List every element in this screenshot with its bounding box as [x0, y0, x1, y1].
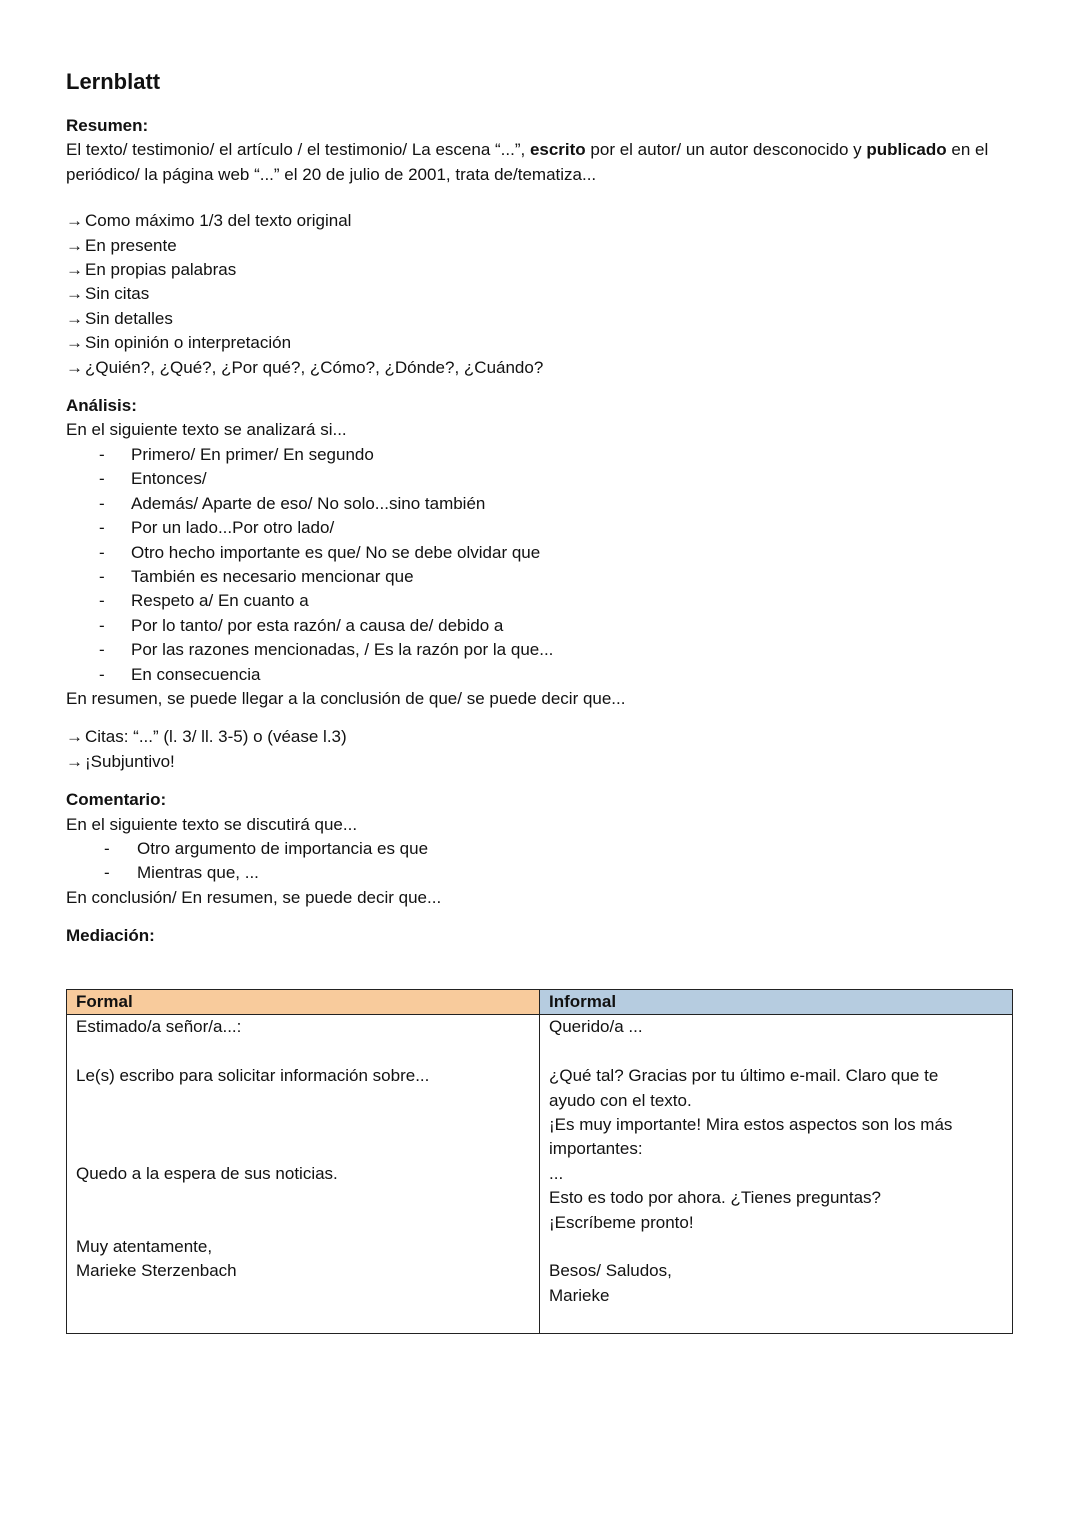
- mediacion-heading: Mediación:: [66, 926, 155, 946]
- informal-letter-cell: [540, 1015, 1013, 1334]
- informal-closing-line-1: Esto es todo por ahora. ¿Tienes preguntas?: [549, 1188, 882, 1208]
- list-item: - Otro argumento de importancia es que: [66, 837, 1016, 861]
- list-item: → ¡Subjuntivo!: [66, 750, 1016, 774]
- informal-opening-line-4: importantes:: [549, 1139, 643, 1159]
- analisis-notes-list: [66, 725, 1016, 774]
- list-item: - Además/ Aparte de eso/ No solo...sino también: [66, 492, 1016, 516]
- list-item: - Entonces/: [66, 467, 1016, 491]
- list-item: → Sin detalles: [66, 307, 1016, 331]
- list-item: - Respeto a/ En cuanto a: [66, 589, 1016, 613]
- list-item: - Otro hecho importante es que/ No se debe olvidar que: [66, 541, 1016, 565]
- list-item: - Por un lado...Por otro lado/: [66, 516, 1016, 540]
- formal-signoff: Muy atentamente,: [76, 1236, 213, 1256]
- analisis-intro: En el siguiente texto se analizará si...: [66, 420, 347, 440]
- informal-greeting: Querido/a ...: [549, 1017, 643, 1037]
- analisis-conclusion: En resumen, se puede llegar a la conclusión de que/ se puede decir que...: [66, 688, 626, 708]
- list-item: - También es necesario mencionar que: [66, 565, 1016, 589]
- list-item: → Como máximo 1/3 del texto original: [66, 209, 1016, 233]
- list-item: - Por las razones mencionadas, / Es la razón por la que...: [66, 638, 1016, 662]
- formal-name: Marieke Sterzenbach: [76, 1261, 237, 1281]
- informal-opening-line-2: ayudo con el texto.: [549, 1090, 692, 1110]
- informal-name: Marieke: [549, 1285, 610, 1305]
- informal-signoff: Besos/ Saludos,: [549, 1261, 672, 1281]
- formal-column-header: Formal: [67, 990, 540, 1015]
- formal-letter-cell: [67, 1015, 540, 1334]
- comentario-heading: Comentario:: [66, 790, 167, 810]
- resumen-intro-part-5: en el periódico/ la página web “...” el 20 de julio de 2001, trata de/tematiza...: [66, 140, 989, 184]
- list-item: → Sin opinión o interpretación: [66, 331, 1016, 355]
- informal-opening-line-3: ¡Es muy importante! Mira estos aspectos son los más: [549, 1115, 953, 1135]
- comentario-intro: En el siguiente texto se discutirá que...: [66, 814, 358, 834]
- formal-opening: Le(s) escribo para solicitar información sobre...: [76, 1066, 430, 1086]
- analisis-list: [66, 443, 1016, 687]
- comentario-conclusion: En conclusión/ En resumen, se puede decir que...: [66, 887, 442, 907]
- list-item: → En presente: [66, 234, 1016, 258]
- list-item: - Primero/ En primer/ En segundo: [66, 443, 1016, 467]
- resumen-intro-bold-escrito: escrito: [529, 140, 586, 160]
- resumen-intro-part-1: El texto/ testimonio/ el artículo / el testimonio/ La escena “...”,: [66, 140, 530, 160]
- list-item: → En propias palabras: [66, 258, 1016, 282]
- formal-closing: Quedo a la espera de sus noticias.: [76, 1163, 338, 1183]
- mediacion-table: [66, 989, 1013, 1334]
- list-item: - Mientras que, ...: [66, 861, 1016, 885]
- resumen-intro: [66, 138, 1016, 187]
- comentario-list: [66, 837, 1016, 886]
- resumen-rules-list: [66, 209, 1016, 380]
- list-item: → Citas: “...” (l. 3/ ll. 3-5) o (véase l.3): [66, 725, 1016, 749]
- informal-ellipsis: ...: [549, 1163, 564, 1183]
- informal-column-header: Informal: [540, 990, 1013, 1015]
- resumen-heading: Resumen:: [66, 116, 149, 135]
- list-item: → Sin citas: [66, 282, 1016, 306]
- list-item: - En consecuencia: [66, 663, 1016, 687]
- formal-greeting: Estimado/a señor/a...:: [76, 1017, 242, 1037]
- informal-opening-line-1: ¿Qué tal? Gracias por tu último e-mail. Claro que te: [549, 1066, 939, 1086]
- list-item: - Por lo tanto/ por esta razón/ a causa de/ debido a: [66, 614, 1016, 638]
- list-item: → ¿Quién?, ¿Qué?, ¿Por qué?, ¿Cómo?, ¿Dónde?, ¿Cuándo?: [66, 356, 1016, 380]
- informal-closing-line-2: ¡Escríbeme pronto!: [549, 1212, 694, 1232]
- analisis-heading: Análisis:: [66, 396, 137, 416]
- resumen-intro-part-3: por el autor/ un autor desconocido y: [585, 140, 867, 160]
- resumen-intro-bold-publicado: publicado: [866, 140, 947, 160]
- document-page: [66, 66, 1016, 949]
- page-title: Lernblatt: [66, 69, 161, 94]
